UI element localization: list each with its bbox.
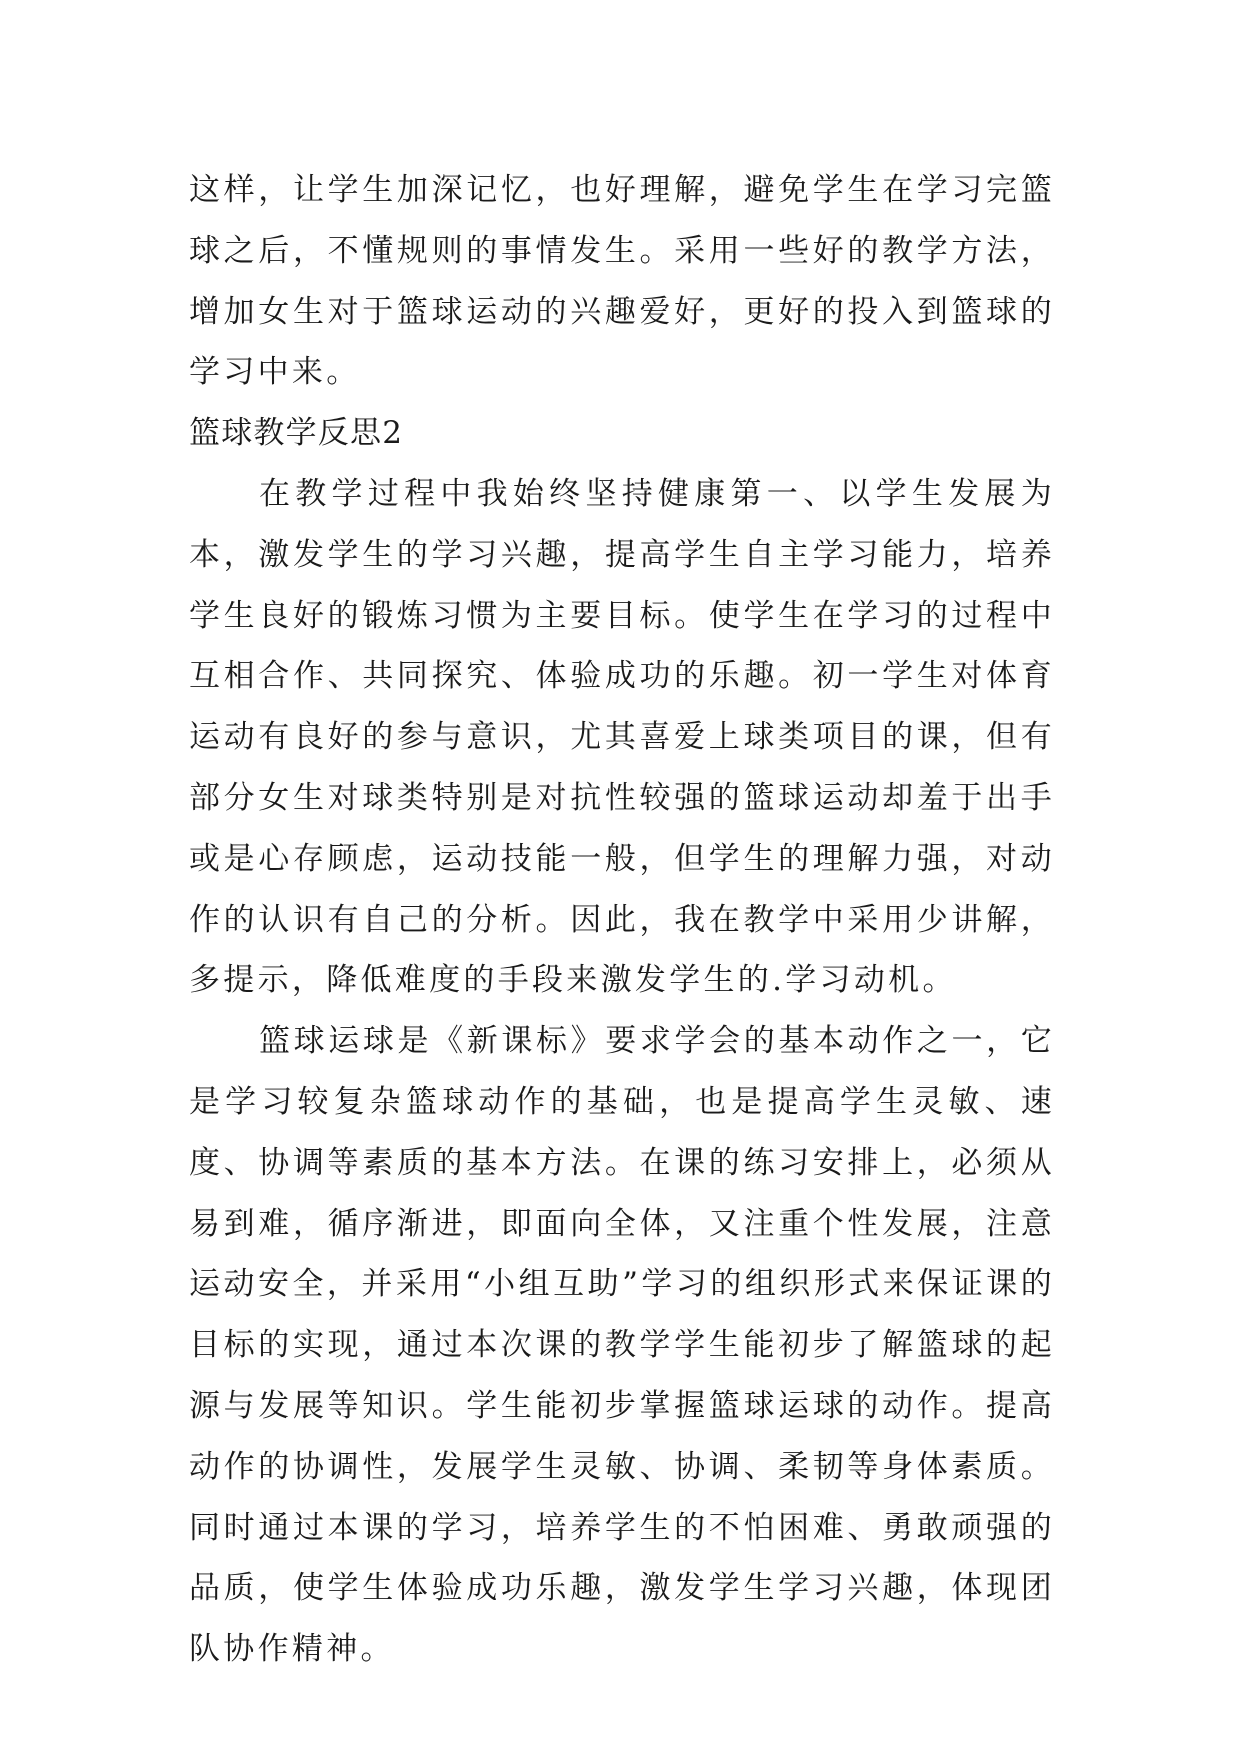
paragraph-teaching-process: 在教学过程中我始终坚持健康第一、以学生发展为本，激发学生的学习兴趣，提高学生自主学习能力，培养学生良好的锻炼习惯为主要目标。使学生在学习的过程中互相合作、共同探究、体验成功的乐趣。初一学生对体育运动有良好的参与意识，尤其喜爱上球类项目的课，但有部分女生对球类特别是对抗性较强的篮球运动却羞于出手或是心存顾虑，运动技能一般，但学生的理解力强，对动作的认识有自己的分析。因此，我在教学中采用少讲解，多提示，降低难度的手段来激发学生的.学习动机。: [189, 475, 1055, 999]
section-heading: 篮球教学反思2: [189, 415, 404, 452]
paragraph-dribbling: 篮球运球是《新课标》要求学会的基本动作之一，它是学习较复杂篮球动作的基础，也是提高学生灵敏、速度、协调等素质的基本方法。在课的练习安排上，必须从易到难，循序渐进，即面向全体，又注重个性发展，注意运动安全，并采用“小组互助”学习的组织形式来保证课的目标的实现，通过本次课的教学学生能初步了解篮球的起源与发展等知识。学生能初步掌握篮球运球的动作。提高动作的协调性，发展学生灵敏、协调、柔韧等身体素质。同时通过本课的学习，培养学生的不怕困难、勇敢顽强的品质，使学生体验成功乐趣，激发学生学习兴趣，体现团队协作精神。: [189, 1023, 1055, 1668]
paragraph-continued-intro: 这样，让学生加深记忆，也好理解，避免学生在学习完篮球之后，不懂规则的事情发生。采用一些好的教学方法，增加女生对于篮球运动的兴趣爱好，更好的投入到篮球的学习中来。: [189, 172, 1055, 391]
document-body: [189, 160, 1055, 1680]
